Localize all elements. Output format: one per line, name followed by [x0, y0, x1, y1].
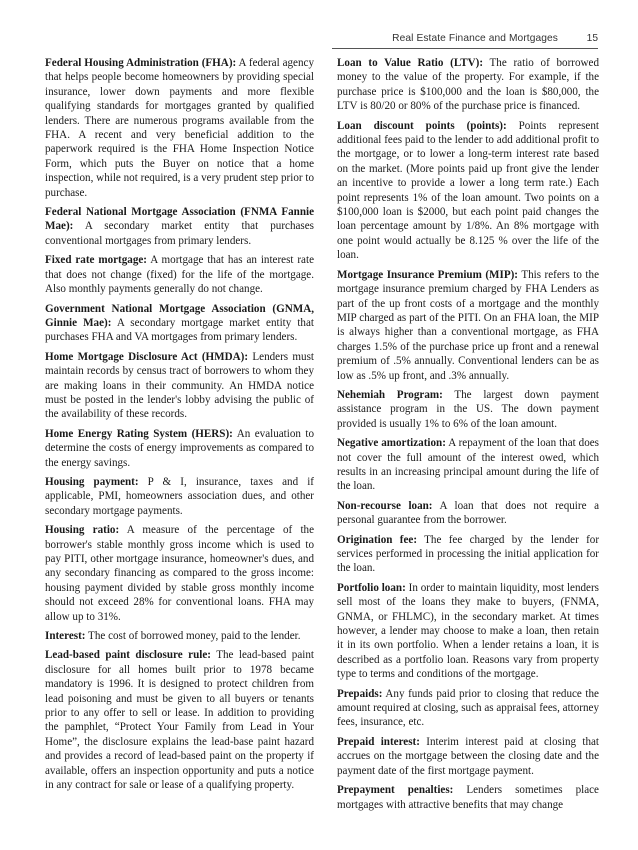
glossary-entry [45, 253, 314, 296]
glossary-definition: The largest down payment assistance program in the US. The down payment provided is usually 1% to 6% of the loan amount. [337, 388, 600, 430]
glossary-entry [45, 427, 314, 470]
glossary-definition: A secondary market entity that purchases conventional mortgages from primary lenders. [45, 220, 314, 247]
glossary-term: Fixed rate mortgage: [45, 254, 148, 267]
glossary-definition: Interim interest paid at closing that accrues on the mortgage between the closing date and the payment date of the first mortgage payment. [337, 735, 599, 777]
glossary-term: Portfolio loan: [337, 581, 406, 594]
glossary-entry [337, 388, 599, 431]
glossary-definition: This refers to the mortgage insurance premium charged by FHA Lenders as part of the up front costs of a mortgage and the monthly MIP charged as part of the PITI. On an FHA loan, the MIP is always higher than a conventional mortgage, as FHA charges 1.5% of the purchase price up front and a renewal premium of .5% annually. Conventional lenders can be as low as .5% up front, and .3% annually. [337, 268, 599, 382]
right-column [337, 56, 599, 817]
glossary-entry [45, 629, 314, 643]
left-column [45, 56, 314, 798]
glossary-entry [337, 581, 599, 682]
glossary-term: Prepaid interest: [337, 735, 420, 748]
glossary-entry [45, 475, 314, 518]
glossary-term: Nehemiah Program: [337, 388, 443, 401]
glossary-term: Mortgage Insurance Premium (MIP): [337, 268, 518, 281]
glossary-definition: The fee charged by the lender for services performed in processing the initial application for the loan. [337, 533, 600, 575]
glossary-definition: In order to maintain liquidity, most lenders sell most of the loans they make to buyers, (FNMA, GNMA, or FHLMC), in the secondary market. At times however, a lender may choose to make a loan, then retain it in its own portfolio. When a lender retains a loan, it is described as a portfolio loan. Reasons vary from property type to terms and conditions of the mortgage. [337, 581, 599, 681]
glossary-entry [45, 350, 314, 422]
glossary-term: Home Mortgage Disclosure Act (HMDA): [45, 350, 249, 363]
glossary-entry [337, 687, 599, 730]
glossary-term: Non-recourse loan: [337, 499, 433, 512]
glossary-definition: A secondary mortgage market entity that purchases FHA and VA mortgages from primary lenders. [45, 316, 314, 344]
glossary-entry [337, 56, 599, 114]
glossary-term: Housing ratio: [45, 524, 120, 537]
glossary-definition: An evaluation to determine the costs of energy improvements as compared to the energy savings. [45, 427, 314, 469]
glossary-term: Negative amortization: [337, 437, 446, 450]
glossary-definition: Lenders must maintain records by census tract of borrowers to whom they are making loans in their community. An HMDA notice must be posted in the lender's lobby advising the public of the availability of these records. [45, 350, 314, 421]
glossary-term: Federal National Mortgage Association (FNMA Fannie Mae): [45, 206, 314, 233]
glossary-entry [337, 783, 599, 812]
glossary-definition: The cost of borrowed money, paid to the lender. [88, 630, 301, 643]
glossary-definition: A federal agency that helps people become homeowners by providing special insurance, lower down payments and more flexible qualifying standards for mortgages granted by qualified lenders. There are numerous programs available from the FHA. A recent and very beneficial addition to the paperwork required is the FHA Home Inspection Notice Form, which puts the Buyer on notice that a home inspection, while not required, is a very prudent step prior to purchase. [45, 57, 315, 199]
glossary-definition: The lead-based paint disclosure for all homes built prior to 1978 became mandatory is 1996. It is designed to protect children from lead poisoning and must be given to all buyers or tenants prior to any offer to sell or lease. In addition to providing the pamphlet, “Protect Your Family from Lead in Your Home”, the disclosure explains the lead-base paint hazard and provides a record of lead-based paint on the property if available, offers an inspection opportunity and puts a notice in any contract for sale or lease of a qualifying property. [45, 649, 314, 792]
glossary-term: Federal Housing Administration (FHA): [45, 57, 237, 69]
glossary-term: Housing payment: [45, 475, 139, 488]
glossary-term: Home Energy Rating System (HERS): [45, 427, 233, 440]
glossary-entry [45, 205, 314, 248]
glossary-definition: Any funds paid prior to closing that reduce the amount required at closing, such as appraisal fees, attorney fees, insurance, etc. [337, 687, 599, 729]
glossary-term: Loan discount points (points): [337, 119, 507, 132]
glossary-definition: A repayment of the loan that does not cover the full amount of the interest owed, which results in an increasing principal amount during the life of the loan. [337, 437, 599, 493]
glossary-term: Loan to Value Ratio (LTV): [337, 57, 484, 69]
glossary-term: Lead-based paint disclosure rule: [45, 649, 211, 662]
glossary-entry [337, 119, 599, 263]
glossary-entry [45, 648, 314, 792]
glossary-entry [337, 735, 599, 778]
running-title: Real Estate Finance and Mortgages [392, 33, 558, 44]
glossary-entry [45, 523, 314, 624]
glossary-definition: P & I, insurance, taxes and if applicable, PMI, homeowners association dues, and other secondary mortgage payments. [45, 475, 314, 517]
glossary-definition: The ratio of borrowed money to the value of the property. For example, if the purchase price is $100,000 and the loan is $80,000, the LTV is 80/20 or 80% of the purchase price is financed. [337, 57, 599, 113]
glossary-entry [337, 268, 599, 383]
glossary-term: Origination fee: [337, 533, 418, 546]
glossary-definition: Points represent additional fees paid to the lender to add additional profit to the mortgage, or to lower a long-term interest rate based on the market. (More points paid up front give the lender an incentive to provide a lower a long term rate.) Each point represents 1% of the loan amount. Two points on a $100,000 loan is $2000, but each point paid changes the loan percentage amount by 1/8%. An 8% mortgage with one point would actually be 8.125 % over the life of the loan. [337, 119, 599, 262]
glossary-entry [337, 533, 599, 576]
glossary-definition: Lenders sometimes place mortgages with attractive benefits that may change [337, 784, 599, 811]
glossary-term: Interest: [45, 630, 86, 643]
header-rule [332, 48, 598, 49]
page-header [42, 30, 598, 46]
glossary-definition: A measure of the percentage of the borrower's stable monthly gross income which is used to pay PITI, other mortgage insurance, homeowner's dues, and any secondary financing as compared to the gross income: housing payment divided by stable gross monthly income should not exceed 28% for conventional loans. FHA may allow up to 31%. [45, 524, 315, 623]
page-number: 15 [586, 33, 598, 44]
glossary-term: Prepaids: [337, 687, 383, 700]
glossary-entry [45, 56, 314, 200]
glossary-term: Government National Mortgage Association (GNMA, Ginnie Mae): [45, 302, 314, 329]
glossary-definition: A mortgage that has an interest rate that does not change (fixed) for the life of the mortgage. Also monthly payments generally do not change. [45, 254, 314, 296]
glossary-definition: A loan that does not require a personal guarantee from the borrower. [337, 499, 599, 527]
glossary-term: Prepayment penalties: [337, 784, 454, 797]
glossary-entry [337, 436, 599, 494]
glossary-entry [45, 302, 314, 345]
glossary-entry [337, 499, 599, 528]
